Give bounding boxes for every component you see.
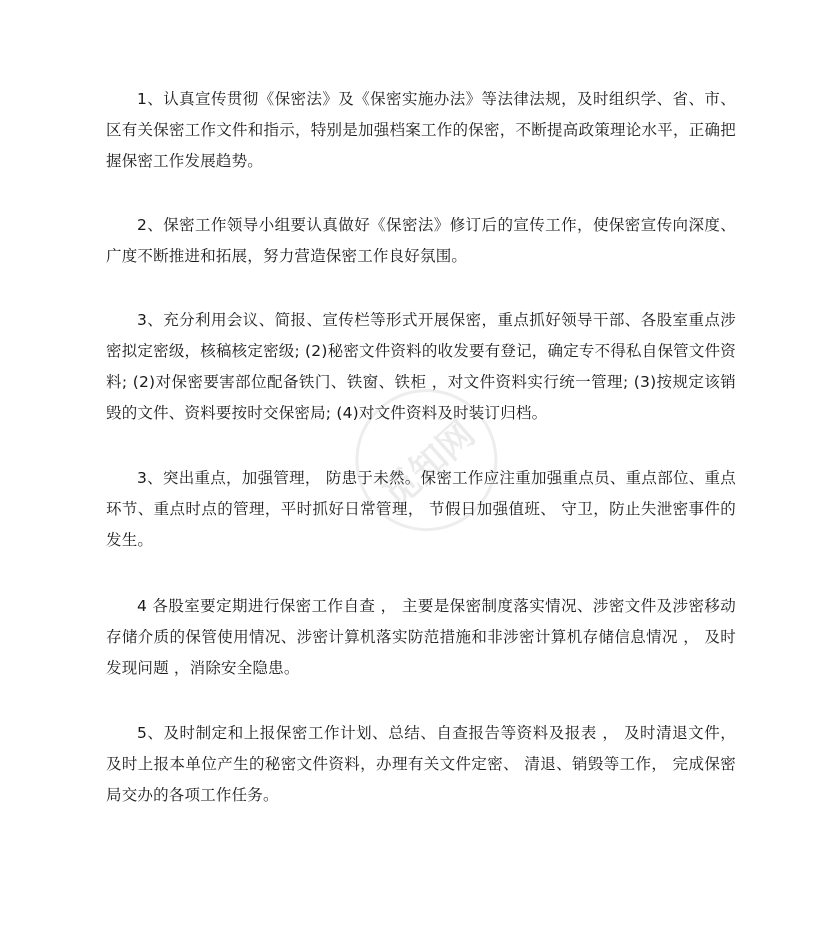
paragraph-5: 4 各股室要定期进行保密工作自查 ， 主要是保密制度落实情况、涉密文件及涉密移动存储介质的保管使用情况、涉密计算机落实防范措施和非涉密计算机存储信息情况 ， 及时发现问题 ，消除安全隐患。 [106, 597, 736, 677]
paragraph-6: 5、及时制定和上报保密工作计划、总结、自查报告等资料及报表 ， 及时清退文件，及时上报本单位产生的秘密文件资料，办理有关文件定密、 清退、销毁等工作， 完成保密局交办的各项工作任务。 [106, 724, 736, 804]
paragraph-1: 1、认真宣传贯彻《保密法》及《保密实施办法》等法律法规，及时组织学、省、市、区有关保密工作文件和指示，特别是加强档案工作的保密，不断提高政策理论水平，正确把握保密工作发展趋势。 [106, 90, 736, 170]
paragraph-4: 3、突出重点，加强管理， 防患于未然。保密工作应注重加强重点员、重点部位、重点环节、重点时点的管理，平时抓好日常管理， 节假日加强值班、 守卫，防止失泄密事件的发生。 [106, 469, 736, 549]
watermark-text: 觅知网 [375, 413, 484, 517]
paragraph-2: 2、保密工作领导小组要认真做好《保密法》修订后的宣传工作，使保密宣传向深度、广度不断推进和拓展，努力营造保密工作良好氛围。 [106, 216, 736, 265]
paragraph-3: 3、充分利用会议、简报、宣传栏等形式开展保密，重点抓好领导干部、各股室重点涉密拟定密级，核稿核定密级; (2)秘密文件资料的收发要有登记，确定专不得私自保管文件资料; (2)对保密要害部位配备铁门、铁窗、铁柜 ，对文件资料实行统一管理; (3)按规定该销毁的文件、资料要按时交保密局; (4)对文件资料及时装订归档。 [106, 311, 736, 422]
